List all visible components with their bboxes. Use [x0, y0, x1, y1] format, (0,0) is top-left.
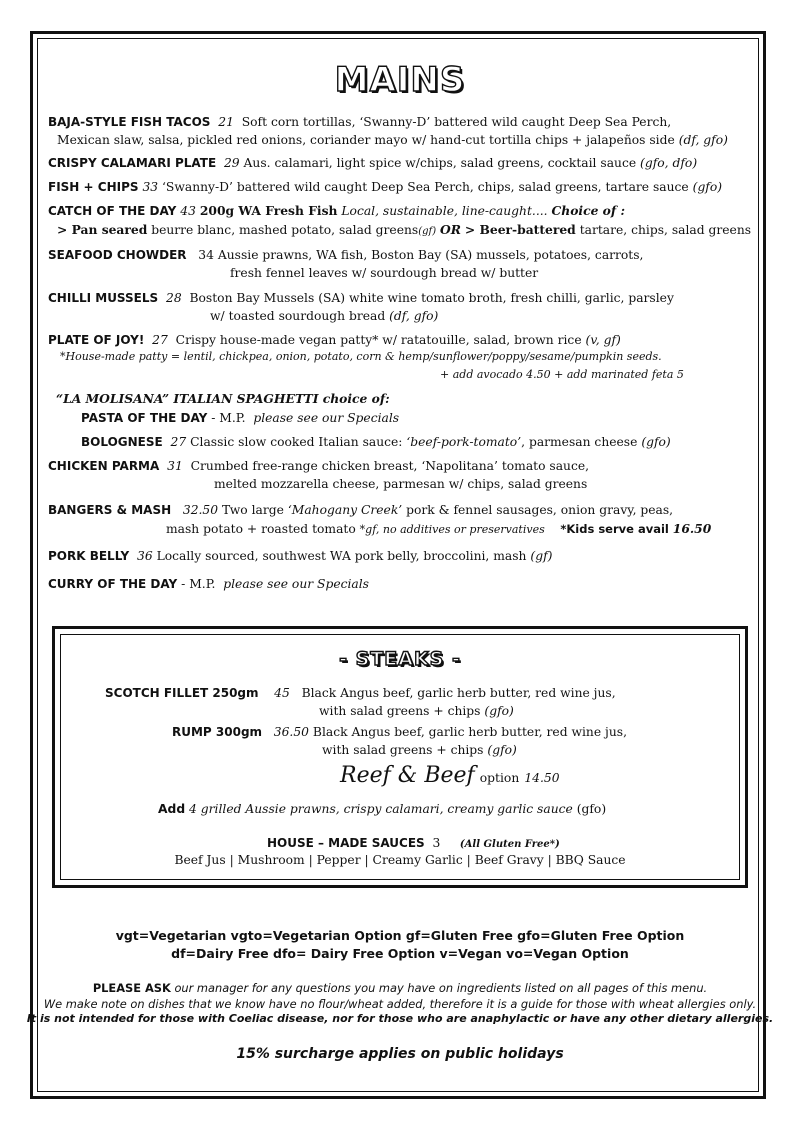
item-desc: fresh fennel leaves w/ sourdough bread w/ butter — [230, 266, 539, 280]
item-desc-italic: ‘beef-pork-tomato’ — [406, 435, 522, 449]
item-name: SCOTCH FILLET 250gm — [105, 686, 259, 700]
item-desc: pork & fennel sausages, onion gravy, peas, — [406, 503, 674, 517]
steaks-title: - STEAKS - — [339, 648, 461, 670]
reef-beef-price: 14.50 — [524, 771, 560, 785]
item-price: 28 — [166, 291, 182, 305]
reef-and-beef — [340, 763, 560, 788]
menu-item-catch-of-day-line2 — [57, 221, 751, 241]
item-price: 21 — [218, 115, 234, 129]
diet-legend-line1: vgt=Vegetarian vgto=Vegetarian Option gf=Gluten Free gfo=Gluten Free Option — [115, 928, 685, 943]
item-desc: Mexican slaw, salsa, pickled red onions, coriander mayo w/ hand-cut tortilla chips + jalapeños side — [57, 133, 675, 147]
item-note: please see our Specials — [223, 577, 369, 591]
item-price: 36.50 — [273, 725, 309, 739]
item-tags: (gf) — [530, 549, 553, 563]
item-name: CHILLI MUSSELS — [48, 291, 159, 305]
menu-item-plate-of-joy — [48, 331, 621, 349]
item-name: FISH + CHIPS — [48, 180, 139, 194]
item-name: BANGERS & MASH — [48, 503, 172, 517]
item-desc: Locally sourced, southwest WA pork belly, broccolini, mash — [156, 549, 527, 563]
disclaimer-line2: We make note on dishes that we know have no flour/wheat added, therefore it is a guide for those with wheat allergies only. — [43, 997, 757, 1011]
menu-item-scotch-fillet-line2 — [319, 702, 514, 720]
add-label: Add — [158, 802, 186, 816]
item-price: 45 — [274, 686, 290, 700]
item-desc: ‘Swanny-D’ battered wild caught Deep Sea Perch, chips, salad greens, tartare sauce — [162, 180, 689, 194]
spaghetti-heading: “LA MOLISANA” ITALIAN SPAGHETTI choice of: — [56, 391, 390, 406]
menu-item-mussels-line2 — [210, 307, 438, 325]
item-name: PLATE OF JOY! — [48, 333, 145, 347]
add-tags: (gfo) — [576, 802, 607, 816]
item-desc: w/ toasted sourdough bread — [210, 309, 386, 323]
item-note: *gf, no additives or preservatives — [359, 523, 545, 536]
sauces-name: HOUSE – MADE SAUCES — [267, 836, 425, 850]
item-desc: with salad greens + chips — [319, 704, 481, 718]
menu-item-parma — [48, 457, 589, 475]
item-price: 27 — [152, 333, 168, 347]
kids-price: 16.50 — [672, 521, 712, 536]
item-desc: melted mozzarella cheese, parmesan w/ chips, salad greens — [214, 477, 588, 491]
item-choice: Choice of : — [551, 203, 625, 218]
disclaimer-text: our manager for any questions you may have on ingredients listed on all pages of this menu. — [174, 981, 708, 995]
item-desc: beurre blanc, mashed potato, salad greens — [151, 223, 419, 237]
add-desc: 4 grilled Aussie prawns, crispy calamari, creamy garlic sauce — [189, 802, 573, 816]
item-price: 31 — [167, 459, 183, 473]
item-tags: (gf) — [418, 226, 437, 237]
plate-of-joy-note: *House-made patty = lentil, chickpea, onion, potato, corn & hemp/sunflower/poppy/sesame/pumpkin seeds. — [60, 350, 662, 363]
item-name: CRISPY CALAMARI PLATE — [48, 156, 217, 170]
item-price: 32.50 — [182, 503, 219, 517]
kids-serve: *Kids serve avail — [560, 522, 669, 536]
item-tags: (gfo) — [641, 435, 671, 449]
menu-item-chowder-line2 — [230, 264, 538, 282]
item-note: please see our Specials — [253, 411, 400, 425]
item-tags: (df, gfo) — [389, 309, 439, 323]
item-desc: with salad greens + chips — [322, 743, 484, 757]
surcharge-note: 15% surcharge applies on public holidays — [236, 1046, 564, 1062]
menu-item-rump — [172, 723, 627, 741]
item-desc: , parmesan cheese — [521, 435, 638, 449]
disclaimer-line1 — [0, 981, 800, 995]
sauces-price: 3 — [432, 836, 441, 850]
item-tags: (gfo) — [484, 704, 514, 718]
menu-item-parma-line2 — [214, 475, 587, 493]
mains-title: MAINS — [334, 60, 466, 100]
menu-item-scotch-fillet — [105, 684, 616, 702]
item-name: RUMP 300gm — [172, 725, 263, 739]
sauces-note: (All Gluten Free*) — [459, 839, 560, 850]
item-desc: Black Angus beef, garlic herb butter, red wine jus, — [312, 725, 627, 739]
item-name: PORK BELLY — [48, 549, 130, 563]
item-price: 27 — [170, 435, 187, 449]
item-desc-italic: ‘Mahogany Creek’ — [287, 503, 403, 517]
item-bold: 200g WA Fresh Fish — [199, 203, 338, 218]
item-desc: Crispy house-made vegan patty* w/ ratatouille, salad, brown rice — [175, 333, 582, 347]
item-desc: Boston Bay Mussels (SA) white wine tomato broth, fresh chilli, garlic, parsley — [189, 291, 674, 305]
item-desc: mash potato + roasted tomato — [166, 522, 356, 536]
item-desc: tartare, chips, salad greens — [579, 223, 752, 237]
item-price: - M.P. — [181, 577, 216, 591]
item-tags: (df, gfo) — [678, 133, 728, 147]
menu-item-curry — [48, 575, 369, 593]
menu-item-calamari — [48, 154, 697, 172]
menu-item-mussels — [48, 289, 674, 307]
option-pan-seared: > Pan seared — [57, 222, 148, 237]
menu-item-chowder — [48, 246, 643, 264]
item-desc: Classic slow cooked Italian sauce: — [190, 435, 403, 449]
item-price: 29 — [223, 156, 240, 170]
menu-item-bangers-line2 — [166, 520, 711, 539]
menu-item-pork-belly — [48, 547, 552, 565]
item-tags: (gfo) — [487, 743, 517, 757]
option-or: OR — [440, 222, 461, 237]
item-desc: Local, sustainable, line-caught.... — [341, 204, 548, 218]
please-ask: PLEASE ASK — [92, 981, 171, 995]
menu-item-catch-of-day — [48, 202, 625, 220]
item-price: 36 — [137, 549, 153, 563]
reef-beef-option: option — [479, 771, 520, 785]
menu-item-pasta-of-day — [81, 409, 399, 427]
item-desc: Aussie prawns, WA fish, Boston Bay (SA) mussels, potatoes, carrots, — [217, 248, 644, 262]
item-name: PASTA OF THE DAY — [81, 411, 208, 425]
diet-legend-line2: df=Dairy Free dfo= Dairy Free Option v=Vegan vo=Vegan Option — [171, 946, 629, 961]
item-tags: (v, gf) — [585, 333, 621, 347]
menu-item-bangers — [48, 501, 673, 519]
item-price: 33 — [142, 180, 159, 194]
item-price: - M.P. — [211, 411, 246, 425]
menu-item-fish-tacos — [48, 113, 671, 131]
item-name: SEAFOOD CHOWDER — [48, 248, 187, 262]
item-desc: Soft corn tortillas, ‘Swanny-D’ battered wild caught Deep Sea Perch, — [241, 115, 672, 129]
menu-item-bolognese — [81, 433, 671, 451]
item-name: BOLOGNESE — [81, 435, 163, 449]
sauces-list: Beef Jus | Mushroom | Pepper | Creamy Garlic | Beef Gravy | BBQ Sauce — [174, 853, 626, 867]
item-price: 34 — [198, 248, 214, 262]
item-name: CURRY OF THE DAY — [48, 577, 178, 591]
reef-beef-title: Reef & Beef — [340, 763, 475, 788]
item-name: CHICKEN PARMA — [48, 459, 160, 473]
reef-and-beef-add — [158, 800, 606, 818]
item-desc: Crumbed free-range chicken breast, ‘Napolitana’ tomato sauce, — [190, 459, 590, 473]
menu-item-rump-line2 — [322, 741, 517, 759]
item-desc: Black Angus beef, garlic herb butter, red wine jus, — [301, 686, 616, 700]
plate-of-joy-addons: + add avocado 4.50 + add marinated feta 5 — [440, 368, 684, 381]
menu-item-fish-chips — [48, 178, 722, 196]
item-tags: (gfo, dfo) — [640, 156, 698, 170]
disclaimer-line3: It is not intended for those with Coeliac disease, nor for those who are anaphylactic or have any other dietary allergies. — [26, 1012, 774, 1025]
option-beer-battered: > Beer-battered — [464, 222, 576, 237]
item-desc: Two large — [222, 503, 284, 517]
item-price: 43 — [180, 204, 196, 218]
item-name: BAJA-STYLE FISH TACOS — [48, 115, 211, 129]
item-name: CATCH OF THE DAY — [48, 204, 177, 218]
menu-item-fish-tacos-line2 — [57, 131, 728, 149]
item-tags: (gfo) — [692, 180, 723, 194]
item-desc: Aus. calamari, light spice w/chips, salad greens, cocktail sauce — [243, 156, 637, 170]
